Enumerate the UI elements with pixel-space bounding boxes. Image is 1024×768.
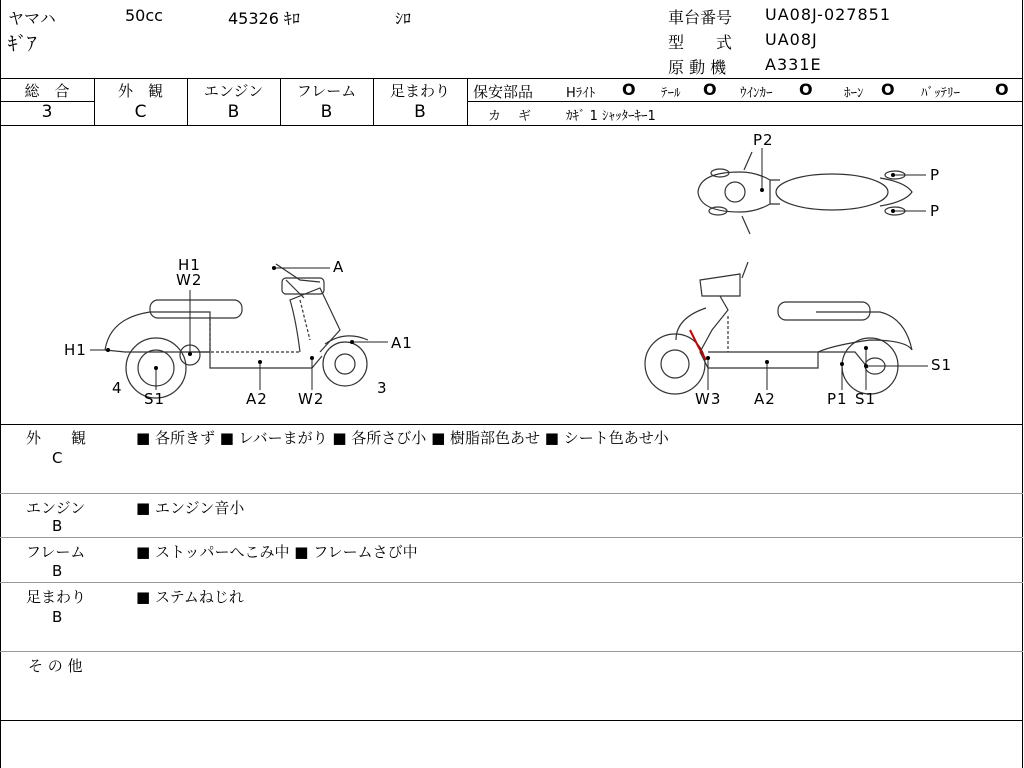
safety-item-winker: ｳｲﾝｶｰ [740,86,773,101]
frame-no: UA08J-027851 [765,5,892,24]
divider [467,78,468,125]
divider [0,424,1023,425]
note-text-frame: ■ ストッパーへこみ中 ■ フレームさび中 [136,543,418,561]
diagram-label: W2 [298,390,325,408]
scooter-top-view [698,152,912,234]
grade-label-exterior: 外 観 [117,82,163,100]
grade-label-overall: 総 合 [24,82,70,100]
note-label-exterior: 外 観 [26,429,87,447]
diagram-label: 4 [112,379,123,397]
diagram-label: S1 [855,390,877,408]
note-label-suspension: 足まわり [26,588,87,606]
divider [0,78,1023,79]
divider [0,537,1023,538]
safety-mark-horn: O [881,80,895,99]
diagram-label: S1 [144,390,166,408]
diagram-label: P1 [827,390,848,408]
frame-no-label: 車台番号 [668,8,733,27]
safety-mark-headlight: O [622,80,636,99]
safety-label: 保安部品 [473,83,534,101]
safety-item-battery: ﾊﾞｯﾃﾘｰ [921,86,960,101]
note-text-exterior: ■ 各所きず ■ レバーまがり ■ 各所さび小 ■ 樹脂部色あせ ■ シート色あせ小 [136,429,669,447]
note-text-suspension: ■ ステムねじれ [136,588,244,606]
displacement: 50cc [125,6,163,25]
scooter-left-view [105,264,368,398]
scooter-right-view [645,262,912,394]
key-label: カ ギ [488,109,534,124]
type-label: 型 式 [668,33,733,52]
grade-value-exterior: C [134,102,147,122]
divider [0,720,1023,721]
model-name: ｷﾞｱ [8,33,37,55]
note-grade-exterior: C [52,449,63,467]
diagram-label: P [930,166,941,184]
diagram-label: A [333,258,345,276]
divider [0,493,1023,494]
note-label-engine: エンジン [26,499,86,517]
engine-label: 原 動 機 [668,58,727,77]
divider [0,651,1023,652]
diagram-label: 3 [377,379,388,397]
safety-mark-tail: O [703,80,717,99]
divider [467,101,1023,102]
diagram-label: A2 [754,390,776,408]
border-right [1022,0,1023,768]
maker: ヤマハ [8,9,56,28]
safety-item-headlight: Hﾗｲﾄ [566,86,596,101]
diagram-label: A1 [391,334,413,352]
grade-value-suspension: B [414,102,426,122]
type-value: UA08J [765,30,818,49]
diagram-label: S1 [931,356,953,374]
diagram-label: A2 [246,390,268,408]
safety-mark-battery: O [995,80,1009,99]
divider [0,582,1023,583]
note-grade-suspension: B [52,608,63,626]
diagram-label: H1 [64,341,87,359]
grade-value-frame: B [320,102,333,122]
safety-item-tail: ﾃｰﾙ [661,86,681,101]
diagram-label: P2 [753,131,774,149]
note-label-frame: フレーム [26,543,86,561]
note-label-other: そ の 他 [28,657,83,675]
grade-label-frame: フレーム [296,82,357,100]
grade-label-engine: エンジン [203,82,264,100]
diagram-label: W3 [695,390,722,408]
color: ｼﾛ [395,9,412,28]
safety-item-horn: ﾎｰﾝ [844,86,864,101]
diagram-label: H1 [178,256,201,274]
diagram-label: P [930,202,941,220]
damage-diagram [0,126,1022,423]
note-grade-frame: B [52,562,63,580]
key-value: ｶｷﾞ 1 ｼｬｯﾀｰｷｰ1 [566,109,656,124]
note-grade-engine: B [52,517,63,535]
note-text-engine: ■ エンジン音小 [136,499,245,517]
engine-value: A331E [765,55,822,74]
mileage: 45326 ｷﾛ [228,9,300,28]
grade-value-engine: B [227,102,240,122]
grade-value-overall: 3 [41,102,53,122]
diagram-label: W2 [176,271,203,289]
grade-label-suspension: 足まわり [389,82,450,100]
safety-mark-winker: O [799,80,813,99]
